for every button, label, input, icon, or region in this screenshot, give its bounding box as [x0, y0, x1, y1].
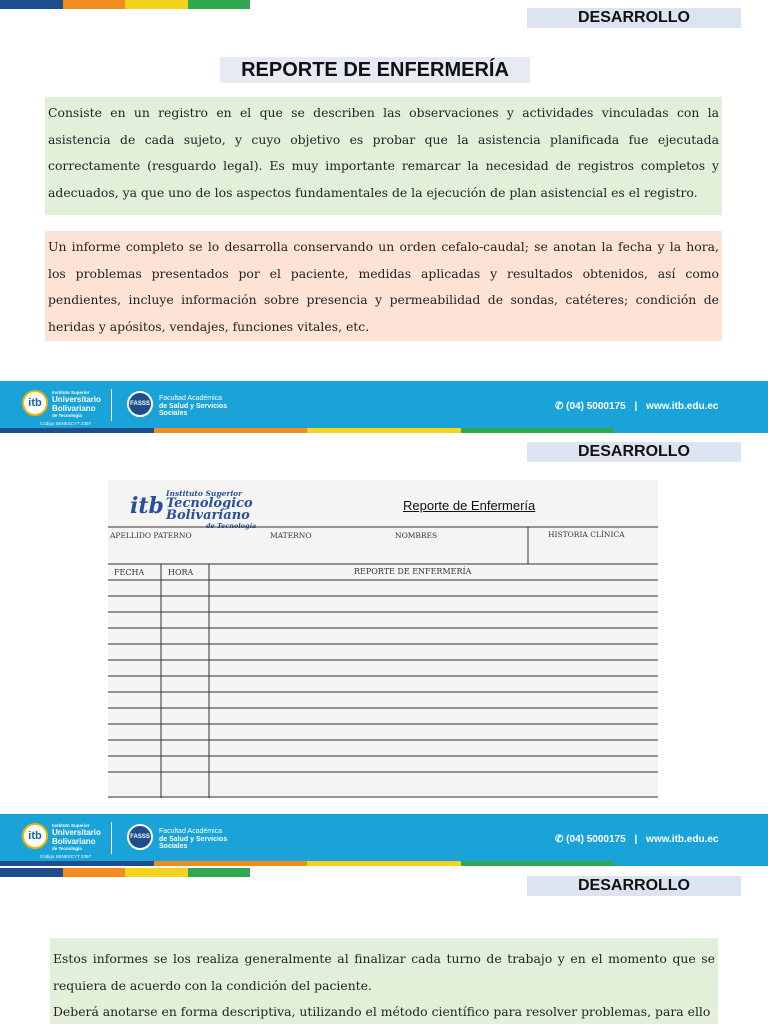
faculty-name: Facultad Académica de Salud y Servicios Sociales — [159, 395, 228, 417]
footer-stripe — [0, 861, 768, 866]
content-paragraph: Un informe completo se lo desarrolla conservando un orden cefalo-caudal; se anotan la fecha y la hora, los problemas presentados por el paciente, medidas aplicadas y resultados obtenidos, así como pendientes, incluye información sobre presencia y permeabilidad de sondas, catéteres; condición de heridas y apósitos, vendajes, funciones vitales, etc. — [45, 231, 722, 341]
institution-name: Instituto Superior Universitario Bolivariano de Tecnología — [52, 823, 101, 851]
institution-name: Instituto Superior Universitario Bolivariano de Tecnología — [52, 390, 101, 418]
form-itb-logo: itb — [130, 493, 164, 519]
section-label: DESARROLLO — [527, 8, 741, 28]
phone-number: (04) 5000175 — [566, 834, 626, 845]
color-strip-top — [0, 0, 250, 9]
footer-bar — [0, 814, 768, 866]
faculty-name: Facultad Académica de Salud y Servicios Sociales — [159, 828, 228, 850]
senescyt-code: Código SENESCYT 2397 — [40, 421, 91, 426]
footer-bar — [0, 381, 768, 433]
phone-icon: ✆ — [555, 401, 567, 412]
form-grid — [108, 480, 658, 798]
itb-logo: itb — [22, 823, 48, 849]
column-fecha: FECHA — [114, 568, 145, 577]
senescyt-code: Código SENESCYT 2397 — [40, 854, 91, 859]
field-nombres: NOMBRES — [395, 531, 438, 540]
field-apellido-paterno: APELLIDO PATERNO — [110, 531, 192, 540]
column-reporte: REPORTE DE ENFERMERÍA — [354, 567, 472, 576]
field-materno: MATERNO — [270, 531, 312, 540]
footer-contact: ✆ (04) 5000175 | www.itb.edu.ec — [555, 401, 719, 412]
page-title: REPORTE DE ENFERMERÍA — [220, 57, 530, 83]
nursing-report-form-image — [108, 480, 658, 798]
section-label: DESARROLLO — [527, 442, 741, 462]
footer-stripe — [0, 428, 768, 433]
column-hora: HORA — [168, 568, 194, 577]
fasss-logo: FASSS — [127, 824, 153, 850]
website-link[interactable]: www.itb.edu.ec — [646, 401, 719, 412]
phone-number: (04) 5000175 — [566, 401, 626, 412]
fasss-logo: FASSS — [127, 391, 153, 417]
field-historia-clinica: HISTORIA CLÍNICA — [548, 530, 625, 539]
itb-logo: itb — [22, 390, 48, 416]
form-brand: Instituto Superior Tecnológico Bolivariano de Tecnología — [166, 489, 257, 530]
footer-contact: ✆ (04) 5000175 | www.itb.edu.ec — [555, 834, 719, 845]
section-label: DESARROLLO — [527, 876, 741, 896]
footer-divider — [111, 822, 112, 854]
color-strip-top — [0, 868, 250, 877]
website-link[interactable]: www.itb.edu.ec — [646, 834, 719, 845]
timing-paragraph: Estos informes se los realiza generalmente al finalizar cada turno de trabajo y en el momento que se requiera de acuerdo con la condición del paciente. Deberá anotarse en forma descriptiva, utilizando el método científico para resolver problemas, para ello — [50, 938, 718, 1024]
definition-paragraph: Consiste en un registro en el que se describen las observaciones y actividades vinculadas con la asistencia de cada sujeto, y cuyo objetivo es probar que la asistencia planificada fue ejecutada correctamente (resguardo legal). Es muy importante remarcar la necesidad de registros completos y adecuados, ya que uno de los aspectos fundamentales de la ejecución de plan asistencial es el registro. — [45, 97, 722, 215]
phone-icon: ✆ — [555, 834, 567, 845]
footer-divider — [111, 389, 112, 421]
form-title: Reporte de Enfermería — [403, 498, 536, 513]
